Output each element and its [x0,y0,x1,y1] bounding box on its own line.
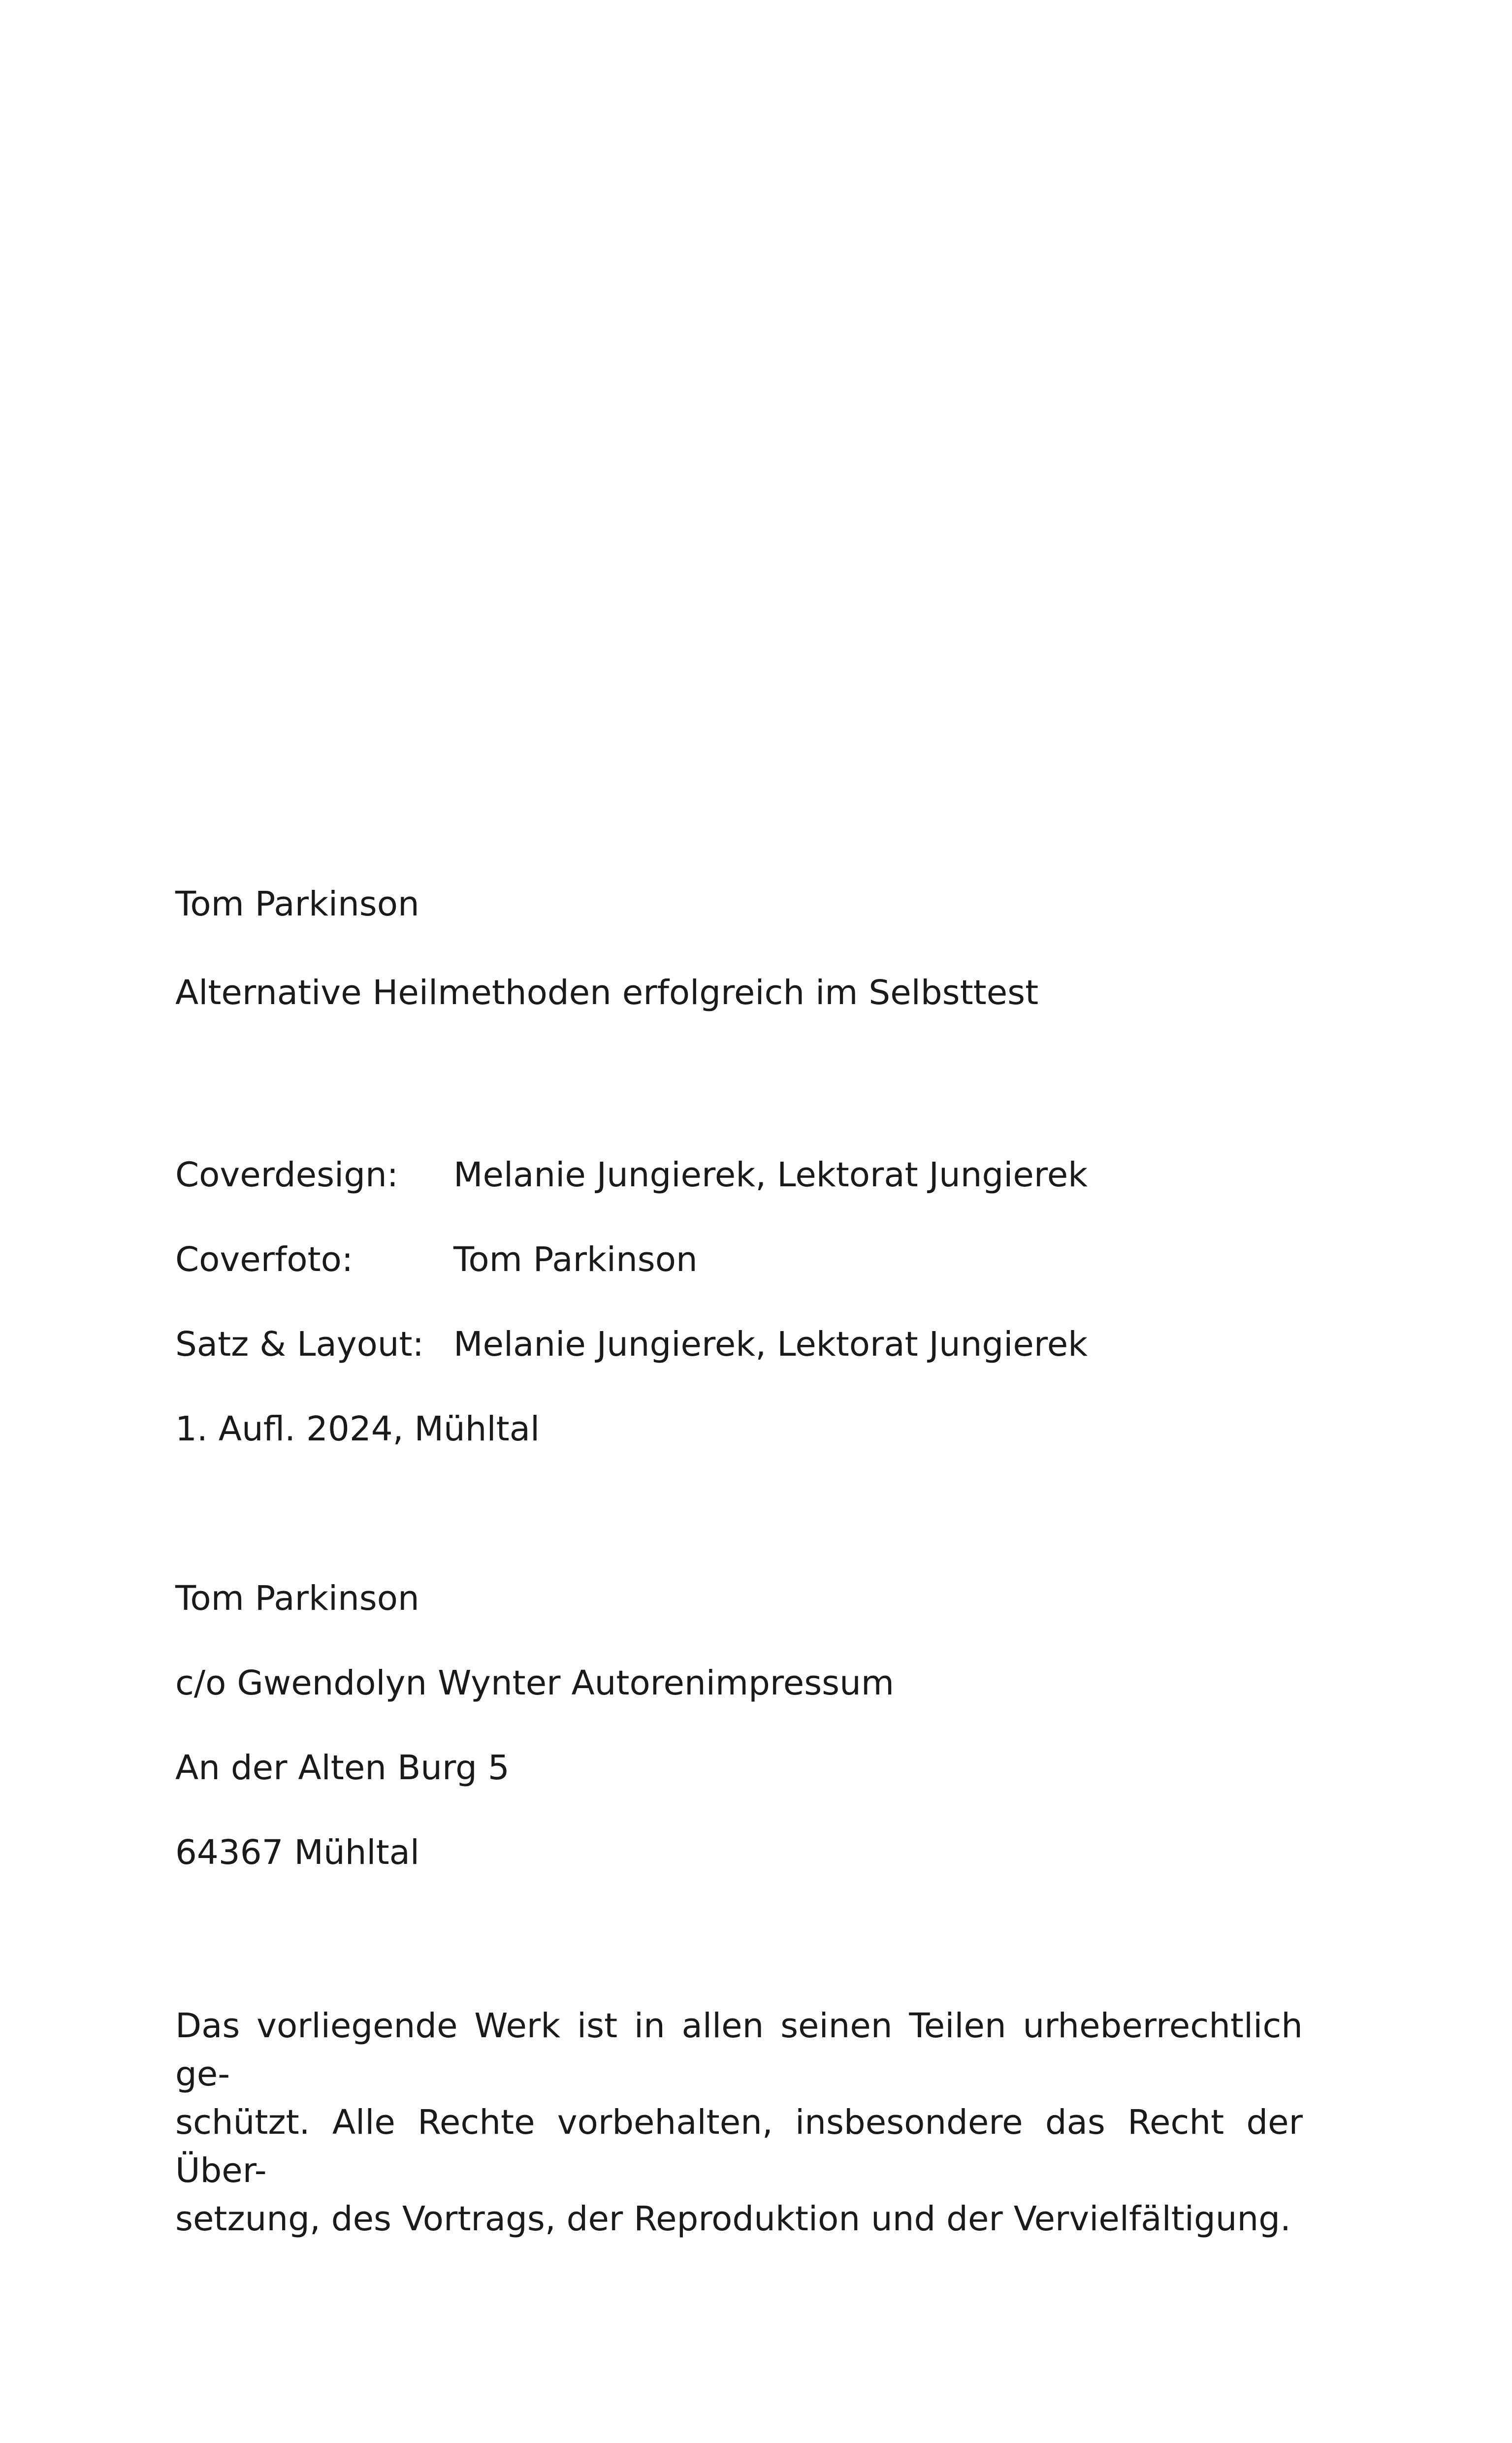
author-name: Tom Parkinson [175,884,419,924]
credit-label: Satz & Layout: [175,1325,424,1364]
credit-satz-layout [175,1325,1088,1364]
credit-coverdesign [175,1155,1088,1195]
copyright-line: schützt. Alle Rechte vorbehalten, insbesondere das Recht der Über- [175,2103,1303,2190]
address-co: c/o Gwendolyn Wynter Autorenimpressum [175,1663,895,1703]
edition-info: 1. Aufl. 2024, Mühltal [175,1409,540,1449]
book-title: Alternative Heilmethoden erfolgreich im Selbsttest [175,973,1039,1012]
credit-label: Coverfoto: [175,1240,354,1279]
copyright-line: Das vorliegende Werk ist in allen seinen Teilen urheberrechtlich ge- [175,2006,1303,2094]
credit-value: Melanie Jungierek, Lektorat Jungierek [453,1325,1088,1364]
address-name: Tom Parkinson [175,1579,419,1618]
address-city: 64367 Mühltal [175,1833,420,1872]
credit-value: Tom Parkinson [453,1240,698,1279]
copyright-line: setzung, des Vortrags, der Reproduktion und der Vervielfältigung. [175,2199,1291,2239]
address-street: An der Alten Burg 5 [175,1748,510,1788]
credit-coverfoto [175,1240,698,1279]
credit-label: Coverdesign: [175,1155,398,1195]
copyright-notice [175,2002,1303,2243]
credit-value: Melanie Jungierek, Lektorat Jungierek [453,1155,1088,1195]
